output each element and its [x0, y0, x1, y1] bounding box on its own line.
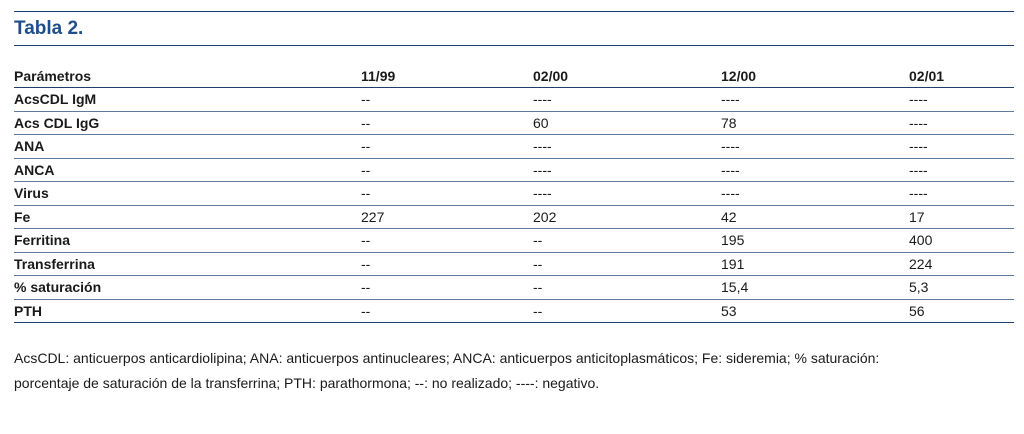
table-row: [14, 252, 1014, 276]
data-table: [14, 64, 1014, 323]
value-cell: --: [361, 91, 371, 108]
value-cell: 202: [533, 208, 557, 225]
footnote-line-1: AcsCDL: anticuerpos anticardiolipina; ANA: anticuerpos antinucleares; ANCA: anticuerpos anticitoplasmáticos; Fe: sideremia; % saturación:: [14, 350, 880, 366]
value-cell: ----: [533, 138, 552, 155]
title-rule: [14, 45, 1014, 46]
value-cell: --: [361, 232, 371, 249]
value-cell: --: [361, 279, 371, 296]
value-cell: --: [361, 161, 371, 178]
value-cell: --: [533, 232, 543, 249]
value-cell: ----: [721, 91, 740, 108]
param-cell: ANCA: [14, 161, 55, 178]
value-cell: ----: [721, 161, 740, 178]
value-cell: 56: [909, 302, 925, 319]
value-cell: ----: [533, 161, 552, 178]
value-cell: ----: [909, 161, 928, 178]
value-cell: 42: [721, 208, 737, 225]
value-cell: ----: [721, 185, 740, 202]
param-cell: % saturación: [14, 279, 102, 296]
value-cell: ----: [909, 91, 928, 108]
table-row: [14, 88, 1014, 112]
value-cell: ----: [909, 138, 928, 155]
footnote-line-2: porcentaje de saturación de la transferrina; PTH: parathormona; --: no realizado; ----: negativo.: [14, 375, 600, 391]
value-cell: --: [361, 114, 371, 131]
value-cell: 53: [721, 302, 737, 319]
table-row: [14, 182, 1014, 206]
param-cell: Acs CDL IgG: [14, 114, 100, 131]
header-cell-0201: 02/01: [909, 64, 1014, 88]
header-cell-parametros: Parámetros: [14, 64, 361, 88]
value-cell: 195: [721, 232, 745, 249]
value-cell: --: [361, 138, 371, 155]
value-cell: ----: [909, 114, 928, 131]
value-cell: --: [361, 302, 371, 319]
param-cell: Virus: [14, 185, 49, 202]
table-row: [14, 276, 1014, 300]
table-row: [14, 299, 1014, 323]
param-cell: ANA: [14, 138, 45, 155]
param-cell: Ferritina: [14, 232, 71, 249]
value-cell: 60: [533, 114, 549, 131]
table-row: [14, 229, 1014, 253]
param-cell: AcsCDL IgM: [14, 91, 97, 108]
table-row: [14, 135, 1014, 159]
value-cell: 78: [721, 114, 737, 131]
value-cell: ----: [533, 91, 552, 108]
value-cell: --: [361, 185, 371, 202]
table-footnote: [14, 346, 1014, 396]
table-title: Tabla 2.: [14, 18, 84, 39]
value-cell: 224: [909, 255, 933, 272]
table-row: [14, 158, 1014, 182]
header-cell-0200: 02/00: [533, 64, 721, 88]
value-cell: ----: [909, 185, 928, 202]
value-cell: ----: [721, 138, 740, 155]
table-header-row: [14, 64, 1014, 88]
table-row: [14, 205, 1014, 229]
header-cell-1200: 12/00: [721, 64, 909, 88]
document-page: [14, 0, 1014, 434]
value-cell: 400: [909, 232, 933, 249]
top-rule: [14, 11, 1014, 12]
table-row: [14, 111, 1014, 135]
value-cell: --: [533, 279, 543, 296]
value-cell: 17: [909, 208, 925, 225]
value-cell: ----: [533, 185, 552, 202]
value-cell: 191: [721, 255, 745, 272]
param-cell: Transferrina: [14, 255, 95, 272]
value-cell: 15,4: [721, 279, 749, 296]
value-cell: --: [533, 255, 543, 272]
value-cell: 227: [361, 208, 385, 225]
value-cell: 5,3: [909, 279, 929, 296]
value-cell: --: [361, 255, 371, 272]
param-cell: PTH: [14, 302, 42, 319]
param-cell: Fe: [14, 208, 31, 225]
value-cell: --: [533, 302, 543, 319]
header-cell-1199: 11/99: [361, 64, 533, 88]
